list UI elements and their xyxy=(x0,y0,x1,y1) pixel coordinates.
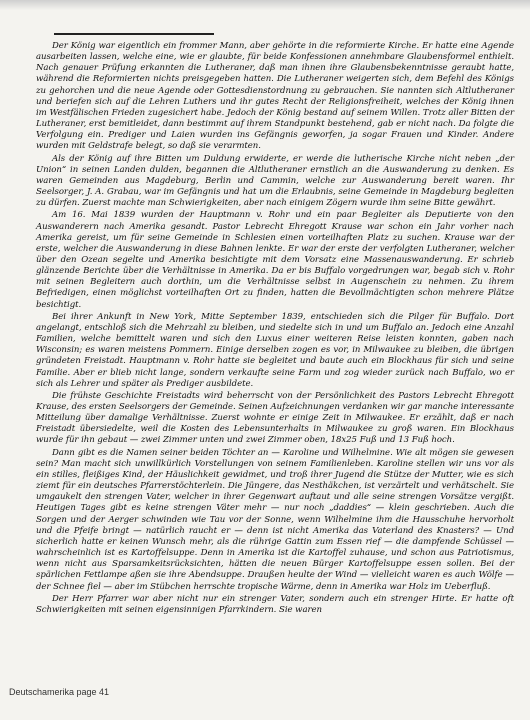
page-footer: Deutschamerika page 41 xyxy=(9,687,110,697)
paragraph-7: Der Herr Pfarrer war aber nicht nur ein strenger Vater, sondern auch ein strenger Hirte. Er hatte oft Schwierigkeiten mit seinen eigensinnigen Pfarrkindern. Sie waren xyxy=(36,593,514,615)
paragraph-6: Dann gibt es die Namen seiner beiden Töchter an — Karoline und Wilhelmine. Wie alt mögen sie gewesen sein? Man macht sich unwillkürlich Vorstellungen von seinem Familienleben. Karoline stellen wir uns vor als ein stilles, fleißiges Kind, der Häuslichkeit gewidmet, und troß ihrer Jugend die Stütze der Mutter, wie es sich ziemt für ein deutsches Pfarrerstöchterlein. Die Jüngere, das Nesthäkchen, ist verzärtelt und verhätschelt. Sie umgaukelt den strengen Vater, welcher in ihrer Gegenwart auftaut und alle seine strengen Vorsätze vergißt. Heutigen Tages gibt es keine strengen Väter mehr — nur noch „daddies“ — klein geschrieben. Auch die Sorgen und der Aerger schwinden wie Tau vor der Sonne, wenn Wilhelmine ihm die Hausschuhe hervorholt und die Pfeife bringt — natürlich raucht er — denn ist nicht Amerika das Vaterland des Knasters? — Und sicherlich hatte er keinen Wunsch mehr, als die rührige Gattin zum Essen rief — die dampfende Schüssel — wahrscheinlich ist es Kartoffelsuppe. Denn in Amerika ist die Kartoffel zuhause, und schon aus Patriotismus, wenn nicht aus Sparsamkeitsrücksichten, hätten die neuen Bürger Kartoffelsuppe essen sollen. Bei der spärlichen Fettlampe aßen sie ihre Abendsuppe. Draußen heulte der Wind — vielleicht waren es auch Wölfe — der Schnee fiel — aber im Stübchen herrschte tropische Wärme, denn in Amerika war Holz im Ueberfluß. xyxy=(36,447,514,592)
paragraph-1: Der König war eigentlich ein frommer Mann, aber gehörte in die reformierte Kirche. Er hatte eine Agende ausarbeiten lassen, welche eine, wie er glaubte, für beide Konfessionen annehmbare Glaubensformel enthielt. Nach genauer Prüfung erkannten die Lutheraner, daß man ihnen ihre Glaubensbekenntnisse geraubt hatte, während die Reformierten nichts preisgegeben hatten. Die Lutheraner weigerten sich, dem Befehl des Königs zu gehorchen und die neue Agende oder Gottesdienstordnung zu gebrauchen. Sie nannten sich Altlutheraner und beriefen sich auf die Lehren Luthers und ihr gutes Recht der Religionsfreiheit, welches der König ihnen im Westfälischen Frieden zugesichert habe. Jedoch der König bestand auf seinem Willen. Trotz aller Bitten der Lutheraner, erst bemitleidet, dann bestimmt auf ihrem Standpunkt bestehend, gab er nicht nach. Da folgte die Verfolgung ein. Prediger und Laien wurden ins Gefängnis geworfen, ja sogar Frauen und Kinder. Andere wurden mit Geldstrafe belegt, so daß sie verarmten. xyxy=(36,41,514,152)
paragraph-3: Am 16. Mai 1839 wurden der Hauptmann v. Rohr und ein paar Begleiter als Deputierte von den Auswanderern nach Amerika gesandt. Pastor Lebrecht Ehregott Krause war schon ein Jahr vorher nach Amerika gereist, um für seine Gemeinde in Schlesien einen vorteilhaften Platz zu suchen. Krause war der erste, welcher die Auswanderung in diese Bahnen lenkte. Er war der erste der verfolgten Lutheraner, welcher über den Ozean segelte und Amerika besichtigte mit dem Vorsatz eine Massenauswanderung. Er schrieb glänzende Berichte über die Verhältnisse in Amerika. Da er bis Buffalo vorgedrungen war, begab sich v. Rohr mit seinen Begleitern auch dorthin, um die Verhältnisse selbst in Augenschein zu nehmen. Zu ihrem Befriedigen, einen möglichst vorteilhaften Ort zu finden, hatten die Bevollmächtigten schon mehrere Plätze besichtigt. xyxy=(36,210,514,310)
ink-mark xyxy=(54,33,214,35)
paragraph-5: Die frühste Geschichte Freistadts wird beherrscht von der Persönlichkeit des Pastors Lebrecht Ehregott Krause, des ersten Seelsorgers der Gemeinde. Seinen Aufzeichnungen verdanken wir gar manche interessante Mitteilung über damalige Verhältnisse. Zuerst wohnte er einige Zeit in Milwaukee. Er erzählt, daß er nach Freistadt übersiedelte, weil die Kosten des Lebensunterhalts in Milwaukee zu groß waren. Ein Blockhaus wurde für ihn gebaut — zwei Zimmer unten und zwei Zimmer oben, 18x25 Fuß und 13 Fuß hoch. xyxy=(36,390,514,446)
paragraph-4: Bei ihrer Ankunft in New York, Mitte September 1839, entschieden sich die Pilger für Buffalo. Dort angelangt, entschloß sich die Mehrzahl zu bleiben, und siedelte sich in und um Buffalo an. Jedoch eine Anzahl Familien, welche bemittelt waren und sich den Luxus einer weiteren Reise leisten konnten, gaben nach Wisconsin; es waren meistens Pommern. Einige derselben zogen es vor, in Milwaukee zu bleiben, die übrigen gründeten Freistadt. Hauptmann v. Rohr hatte sie begleitet und baute auch ein Blockhaus für sich und seine Familie. Aber er blieb nicht lange, sondern verkaufte seine Farm und zog wieder zurück nach Buffalo, wo er sich als Lehrer und später als Prediger ausbildete. xyxy=(36,311,514,389)
page-body-text xyxy=(36,41,514,616)
scan-edge xyxy=(0,0,530,10)
paragraph-2: Als der König auf ihre Bitten um Duldung erwiderte, er werde die lutherische Kirche nicht neben „der Union“ in seinen Landen dulden, begannen die Altlutheraner ernstlich an die Auswanderung zu denken. Es waren Gemeinden aus Magdeburg, Berlin und Cammin, welche zur Auswanderung bereit waren. Ihr Seelsorger, J. A. Grabau, war im Gefängnis und hat um die Erlaubnis, seine Gemeinde in Magdeburg begleiten zu dürfen. Zuerst machte man Schwierigkeiten, aber nach einigem Zögern wurde ihm seine Bitte gewährt. xyxy=(36,153,514,209)
